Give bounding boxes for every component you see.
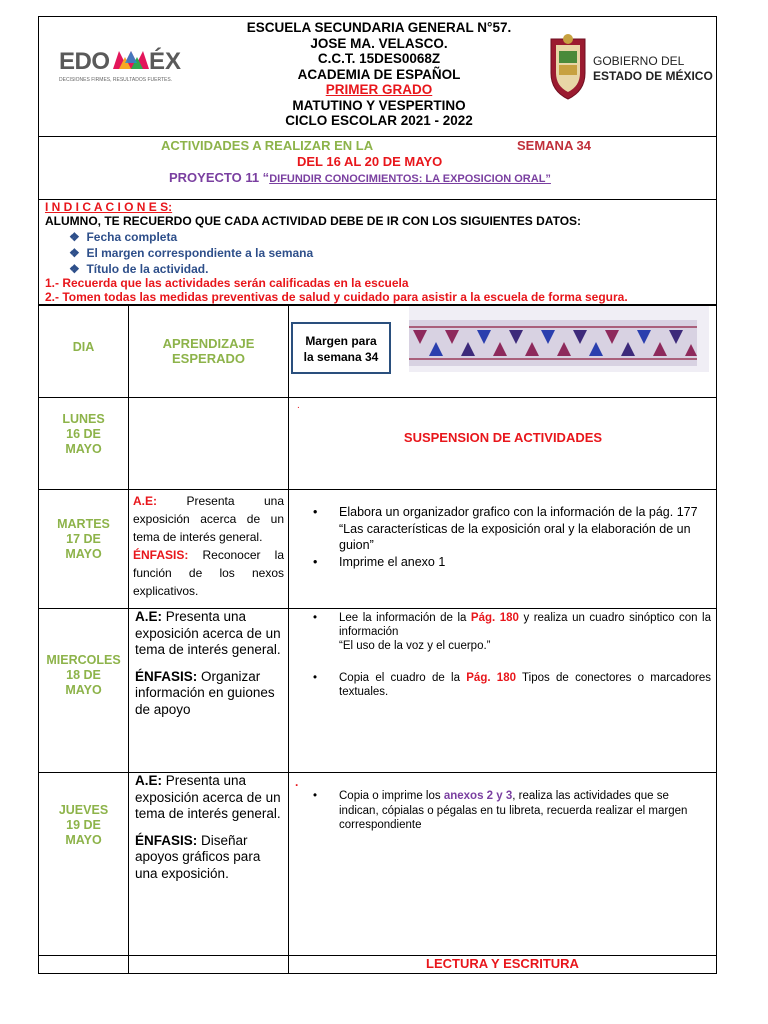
thursday-day-cell xyxy=(39,773,129,956)
diamond-bullet-icon: ❖ xyxy=(69,230,80,244)
indications-cell xyxy=(39,200,717,305)
indications-intro: ALUMNO, TE RECUERDO QUE CADA ACTIVIDAD DEBE DE IR CON LOS SIGUIENTES DATOS: xyxy=(45,214,582,228)
day-header-cell xyxy=(39,306,129,398)
learning-header-cell xyxy=(129,306,289,398)
school-cct: C.C.T. 15DES0068Z xyxy=(317,51,441,66)
monday-label: LUNES 16 DE MAYO xyxy=(62,412,105,456)
project-prefix: PROYECTO 11 “ xyxy=(169,170,270,185)
thursday-learning-cell xyxy=(129,773,289,956)
indication-item-1: ❖ Fecha completa xyxy=(69,230,178,244)
tuesday-expected-learning: A.E: Presenta una exposición acerca de un tema de interés general. ÉNFASIS: Reconocer la función de los nexos explicativos. xyxy=(133,494,284,598)
wednesday-label: MIERCOLES 18 DE MAYO xyxy=(46,653,121,697)
last-learning-cell xyxy=(129,956,289,974)
thursday-expected-learning: A.E: Presenta una exposición acerca de un tema de interés general. ÉNFASIS: Diseñar apoyos gráficos para una exposición. xyxy=(135,773,281,881)
monday-activity-cell xyxy=(289,398,717,490)
wednesday-activity-cell xyxy=(289,609,717,773)
tuesday-activity-cell xyxy=(289,490,717,609)
grade: PRIMER GRADO xyxy=(325,82,433,97)
project-name: DIFUNDIR CONOCIMIENTOS: LA EXPOSICION ORAL” xyxy=(269,173,551,185)
monday-dot: . xyxy=(297,400,300,411)
thursday-activity-list xyxy=(313,789,711,833)
tuesday-label: MARTES 17 DE MAYO xyxy=(57,517,110,561)
tuesday-day-cell xyxy=(39,490,129,609)
bullet-icon: • xyxy=(313,672,318,684)
header-table xyxy=(38,16,717,305)
reading-writing-label: LECTURA Y ESCRITURA xyxy=(426,956,579,971)
list-item: • Copia o imprime los anexos 2 y 3, realiza las actividades que se indican, cópialas o pégalas en tu libreta, recuerda realizar el margen correspondiente xyxy=(313,790,688,831)
last-day-cell xyxy=(39,956,129,974)
bullet-icon: • xyxy=(313,554,318,569)
wednesday-learning-cell xyxy=(129,609,289,773)
activities-title: ACTIVIDADES A REALIZAR EN LA xyxy=(161,138,374,153)
svg-text:EDO: EDO xyxy=(59,48,110,75)
indication-item-2: ❖ El margen correspondiente a la semana xyxy=(69,246,314,260)
indications-title: I N D I C A C I O N E S: xyxy=(45,200,173,214)
thursday-activity-cell xyxy=(289,773,717,956)
margin-label-box: Margen para la semana 34 xyxy=(291,322,391,374)
activities-header-cell xyxy=(39,137,717,200)
school-info xyxy=(219,20,539,129)
last-activity-cell xyxy=(289,956,717,974)
date-range: DEL 16 AL 20 DE MAYO xyxy=(297,154,443,169)
note-1: 1.- Recuerda que las actividades serán calificadas en la escuela xyxy=(45,276,409,290)
school-director: JOSE MA. VELASCO. xyxy=(310,35,448,51)
monday-learning-cell xyxy=(129,398,289,490)
bullet-icon: • xyxy=(313,612,318,624)
wednesday-expected-learning: A.E: Presenta una exposición acerca de un tema de interés general. ÉNFASIS: Organizar información en guiones de apoyo xyxy=(135,609,281,717)
tuesday-activity-list xyxy=(313,504,709,570)
gobierno-line1: GOBIERNO DEL xyxy=(593,54,685,68)
academy: ACADEMIA DE ESPAÑOL xyxy=(297,66,461,82)
wednesday-day-cell xyxy=(39,609,129,773)
tuesday-learning-cell xyxy=(129,490,289,609)
school-cycle: CICLO ESCOLAR 2021 - 2022 xyxy=(285,113,473,128)
svg-text:ÉX: ÉX xyxy=(149,48,182,75)
monday-day-cell xyxy=(39,398,129,490)
margin-pattern-image xyxy=(409,306,709,372)
thursday-dot: . xyxy=(295,775,299,789)
diamond-bullet-icon: ❖ xyxy=(69,262,80,276)
list-item: • Imprime el anexo 1 xyxy=(313,554,446,569)
header-cell xyxy=(39,17,717,137)
week-label: SEMANA 34 xyxy=(517,138,591,153)
edomex-logo xyxy=(57,43,197,87)
list-item: • Elabora un organizador grafico con la información de la pág. 177 “Las características de la exposición oral y la elaboración de un guion” xyxy=(313,505,698,552)
edomex-tagline: DECISIONES FIRMES, RESULTADOS FUERTES. xyxy=(59,77,173,83)
wednesday-activity-list xyxy=(313,611,711,699)
monday-suspension: SUSPENSION DE ACTIVIDADES xyxy=(403,430,603,445)
activities-col-header-cell xyxy=(289,306,717,398)
schedule-table xyxy=(38,305,717,974)
bullet-icon: • xyxy=(313,505,318,519)
project-line xyxy=(169,169,551,187)
document-page xyxy=(38,16,716,974)
list-item: • Copia el cuadro de la Pág. 180 Tipos de conectores o marcadores textuales. xyxy=(313,672,711,698)
learning-header: APRENDIZAJE ESPERADO xyxy=(162,336,255,366)
bullet-icon: • xyxy=(313,790,318,802)
diamond-bullet-icon: ❖ xyxy=(69,246,80,260)
gobierno-logo xyxy=(543,29,713,109)
gobierno-line2: ESTADO DE MÉXICO xyxy=(593,69,713,83)
thursday-label: JUEVES 19 DE MAYO xyxy=(58,803,109,847)
day-header: DIA xyxy=(72,340,95,354)
note-2: 2.- Tomen todas las medidas preventivas de salud y cuidado para asistir a la escuela de forma segura. xyxy=(45,290,628,304)
list-item: • Lee la información de la Pág. 180 y realiza un cuadro sinóptico con la información “El uso de la voz y el cuerpo.” xyxy=(313,612,712,652)
school-name: ESCUELA SECUNDARIA GENERAL N°57. xyxy=(246,20,512,35)
indication-item-3: ❖ Título de la actividad. xyxy=(69,262,209,276)
shift: MATUTINO Y VESPERTINO xyxy=(292,97,466,113)
